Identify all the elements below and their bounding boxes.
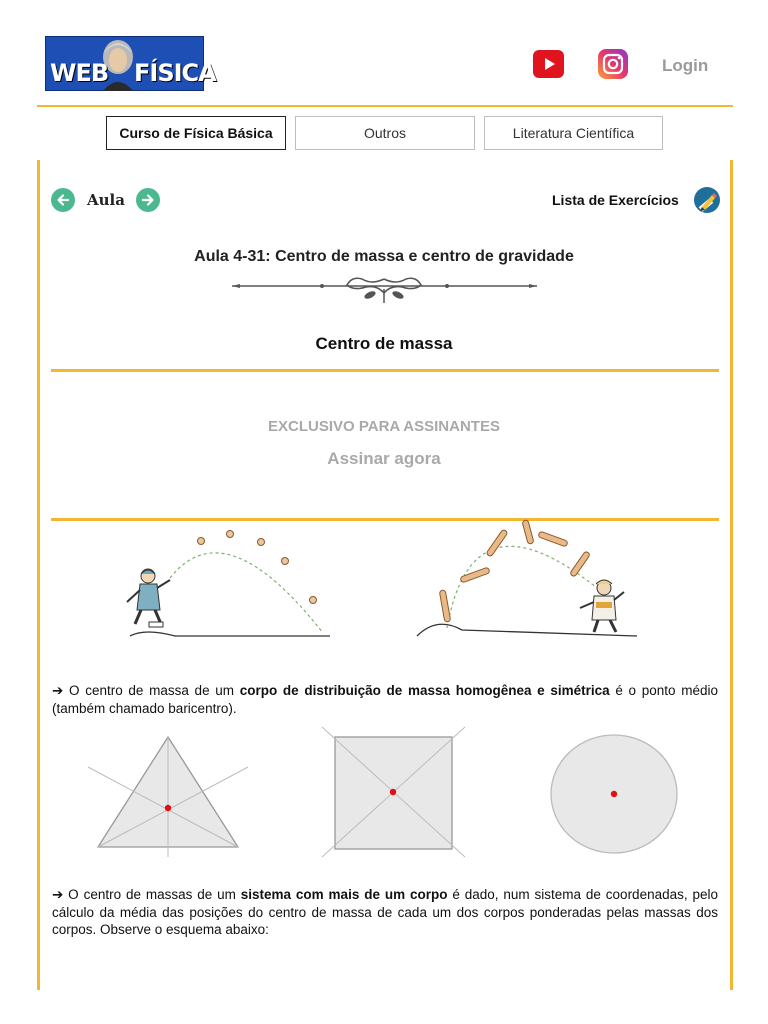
lesson-nav-label: Aula bbox=[87, 191, 125, 209]
tab-outros[interactable] bbox=[295, 116, 475, 150]
bat-trajectory-illustration bbox=[412, 518, 642, 643]
paywall-top-rule bbox=[51, 369, 719, 372]
section-title: Centro de massa bbox=[315, 334, 453, 353]
paragraph-emphasis: corpo de distribuição de massa homogênea e simétrica bbox=[239, 683, 610, 698]
exclusive-notice: EXCLUSIVO PARA ASSINANTES bbox=[268, 418, 500, 435]
exercises-link[interactable]: Lista de Exercícios bbox=[552, 192, 679, 208]
tab-curso-fisica-basica[interactable] bbox=[106, 116, 286, 150]
site-header bbox=[0, 0, 768, 108]
tab-label: Curso de Física Básica bbox=[119, 125, 273, 141]
tab-label: Outros bbox=[363, 125, 406, 141]
paragraph-emphasis: sistema com mais de um corpo bbox=[240, 887, 448, 902]
bullet-arrow: ➔ bbox=[52, 887, 64, 902]
tab-label: Literatura Científica bbox=[512, 125, 635, 141]
bullet-arrow: ➔ bbox=[52, 683, 64, 698]
login-link[interactable]: Login bbox=[662, 56, 709, 75]
circle-barycenter-figure bbox=[548, 733, 680, 855]
paragraph-text: é dado, num sistema de coordenadas, pelo cálculo da média das posições do centro de massa de cada um dos corpos ponderadas pelas massas dos corpos. Observe o esquema abaixo: bbox=[52, 887, 719, 937]
pencil-icon[interactable] bbox=[694, 187, 720, 213]
content-border-left bbox=[37, 160, 40, 990]
paragraph-text: O centro de massa de um bbox=[63, 683, 240, 698]
triangle-barycenter-figure bbox=[88, 732, 248, 857]
previous-lesson-button[interactable] bbox=[51, 188, 75, 212]
square-barycenter-figure bbox=[322, 727, 465, 857]
subscribe-link[interactable]: Assinar agora bbox=[327, 449, 441, 468]
paragraph-text: O centro de massas de um bbox=[63, 887, 241, 902]
lesson-title: Aula 4-31: Centro de massa e centro de gravidade bbox=[194, 248, 574, 265]
header-divider bbox=[37, 105, 733, 107]
site-logo[interactable] bbox=[45, 36, 216, 91]
next-lesson-button[interactable] bbox=[136, 188, 160, 212]
paragraph-text: é o ponto médio (também chamado baricentro). bbox=[52, 683, 719, 716]
paragraph-homogeneous-body bbox=[52, 682, 718, 717]
arrow-left-icon bbox=[56, 193, 70, 207]
instagram-icon[interactable] bbox=[598, 49, 628, 79]
arrow-right-icon bbox=[141, 193, 155, 207]
content-border-right bbox=[730, 160, 733, 990]
logo-text-fisica: FÍSICA bbox=[134, 59, 216, 87]
tab-literatura-cientifica[interactable] bbox=[484, 116, 663, 150]
ball-trajectory-illustration bbox=[115, 528, 335, 643]
youtube-icon[interactable] bbox=[533, 50, 564, 78]
decorative-divider bbox=[232, 277, 537, 307]
paragraph-multi-body-system bbox=[52, 886, 718, 939]
logo-text-web: WEB bbox=[50, 59, 109, 87]
